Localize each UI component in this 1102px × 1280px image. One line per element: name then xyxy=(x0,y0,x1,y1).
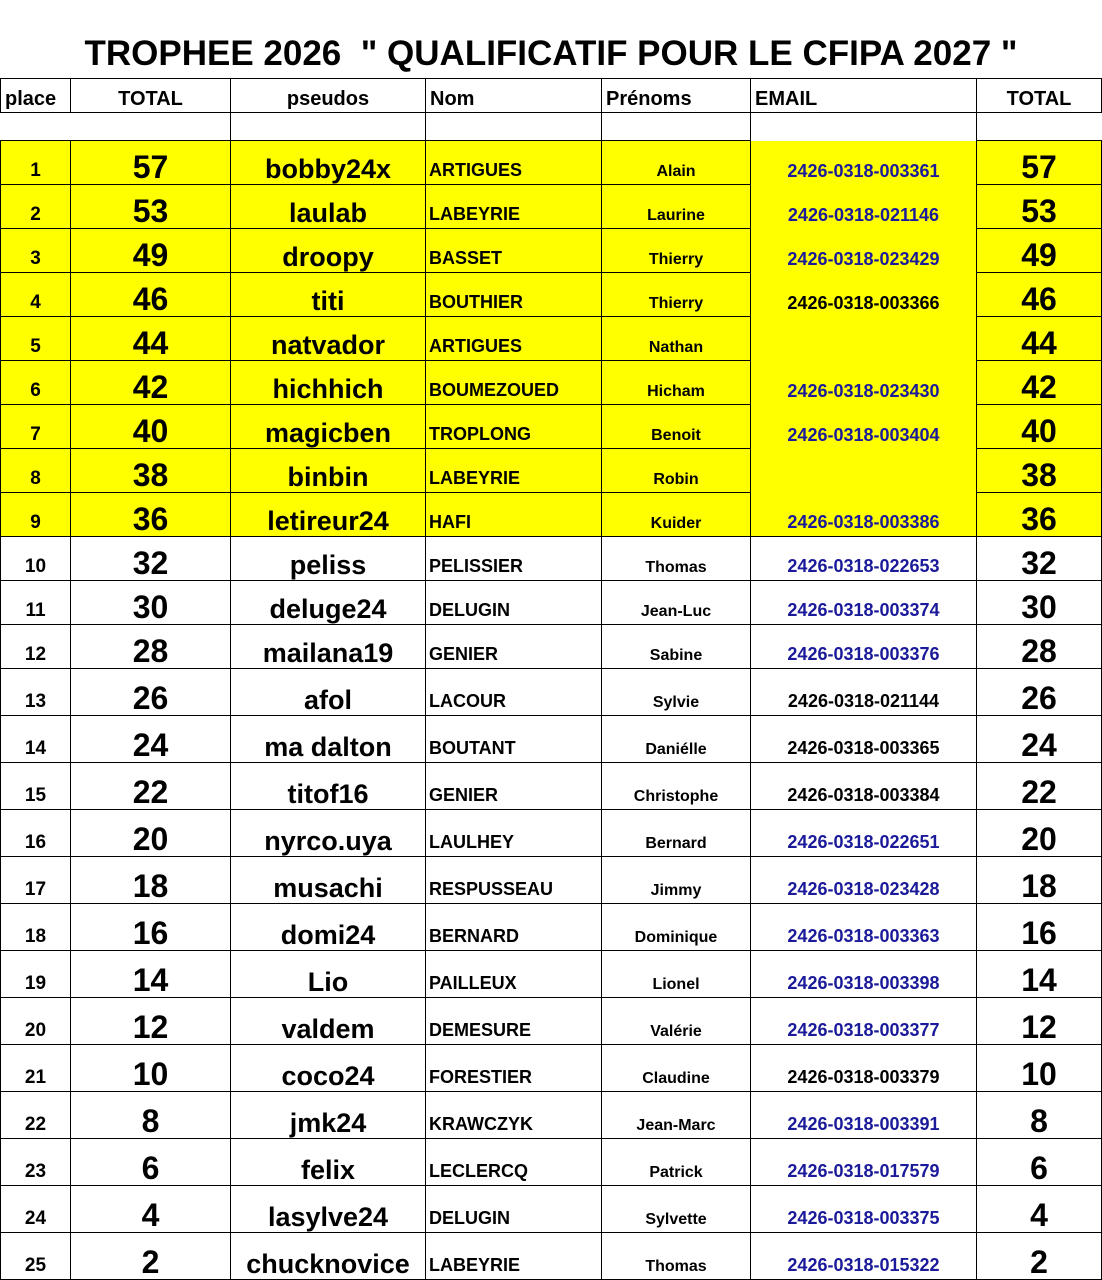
nom-cell[interactable]: KRAWCZYK xyxy=(426,1092,602,1139)
nom-cell[interactable]: LABEYRIE xyxy=(426,449,602,493)
nom-cell[interactable]: LAULHEY xyxy=(426,810,602,857)
total-2-cell[interactable]: 14 xyxy=(977,951,1102,998)
prenom-cell[interactable]: Jimmy xyxy=(602,857,751,904)
total-cell[interactable]: 49 xyxy=(71,229,231,273)
prenom-cell[interactable]: Jean-Marc xyxy=(602,1092,751,1139)
total-cell[interactable]: 40 xyxy=(71,405,231,449)
table-row xyxy=(1,669,1102,716)
prenom-cell[interactable]: Thierry xyxy=(602,229,751,273)
pseudo-cell[interactable]: valdem xyxy=(231,998,426,1045)
header-total[interactable]: TOTAL xyxy=(71,79,231,113)
table-row xyxy=(1,998,1102,1045)
nom-cell[interactable]: LABEYRIE xyxy=(426,185,602,229)
prenom-cell[interactable]: Hicham xyxy=(602,361,751,405)
total-cell[interactable]: 38 xyxy=(71,449,231,493)
spacer-cell[interactable] xyxy=(426,113,602,141)
table-row xyxy=(1,229,1102,273)
total-cell[interactable]: 8 xyxy=(71,1092,231,1139)
nom-cell[interactable]: GENIER xyxy=(426,763,602,810)
place-cell[interactable]: 7 xyxy=(1,405,71,449)
total-cell[interactable]: 46 xyxy=(71,273,231,317)
place-cell[interactable]: 8 xyxy=(1,449,71,493)
prenom-cell[interactable]: Sylvie xyxy=(602,669,751,716)
email-cell[interactable]: 2426-0318-003376 xyxy=(751,625,977,669)
pseudo-cell[interactable]: magicben xyxy=(231,405,426,449)
pseudo-cell[interactable]: titi xyxy=(231,273,426,317)
place-cell[interactable]: 9 xyxy=(1,493,71,537)
total-2-cell[interactable]: 53 xyxy=(977,185,1102,229)
table-row xyxy=(1,493,1102,537)
pseudo-cell[interactable]: coco24 xyxy=(231,1045,426,1092)
email-cell[interactable]: 2426-0318-003398 xyxy=(751,951,977,998)
spacer-row xyxy=(1,113,1102,141)
total-cell[interactable]: 57 xyxy=(71,141,231,185)
pseudo-cell[interactable]: letireur24 xyxy=(231,493,426,537)
place-cell[interactable]: 16 xyxy=(1,810,71,857)
place-cell[interactable]: 21 xyxy=(1,1045,71,1092)
total-2-cell[interactable]: 24 xyxy=(977,716,1102,763)
header-nom[interactable]: Nom xyxy=(426,79,602,113)
table-row xyxy=(1,1092,1102,1139)
place-cell[interactable]: 22 xyxy=(1,1092,71,1139)
email-cell[interactable] xyxy=(751,449,977,493)
total-cell[interactable]: 2 xyxy=(71,1233,231,1280)
prenom-cell[interactable]: Laurine xyxy=(602,185,751,229)
nom-cell[interactable]: BERNARD xyxy=(426,904,602,951)
pseudo-cell[interactable]: mailana19 xyxy=(231,625,426,669)
table-row xyxy=(1,361,1102,405)
header-prenoms[interactable]: Prénoms xyxy=(602,79,751,113)
email-cell[interactable]: 2426-0318-003384 xyxy=(751,763,977,810)
total-cell[interactable]: 32 xyxy=(71,537,231,581)
email-cell[interactable]: 2426-0318-023429 xyxy=(751,229,977,273)
pseudo-cell[interactable]: afol xyxy=(231,669,426,716)
prenom-cell[interactable]: Alain xyxy=(602,141,751,185)
email-cell[interactable]: 2426-0318-003363 xyxy=(751,904,977,951)
total-cell[interactable]: 44 xyxy=(71,317,231,361)
table-row xyxy=(1,1139,1102,1186)
total-2-cell[interactable]: 57 xyxy=(977,141,1102,185)
place-cell[interactable]: 14 xyxy=(1,716,71,763)
table-row xyxy=(1,810,1102,857)
table-row xyxy=(1,951,1102,998)
total-2-cell[interactable]: 42 xyxy=(977,361,1102,405)
total-2-cell[interactable]: 10 xyxy=(977,1045,1102,1092)
email-cell[interactable]: 2426-0318-003377 xyxy=(751,998,977,1045)
email-cell[interactable]: 2426-0318-003374 xyxy=(751,581,977,625)
prenom-cell[interactable]: Valérie xyxy=(602,998,751,1045)
total-2-cell[interactable]: 20 xyxy=(977,810,1102,857)
email-cell[interactable]: 2426-0318-022651 xyxy=(751,810,977,857)
nom-cell[interactable]: RESPUSSEAU xyxy=(426,857,602,904)
total-2-cell[interactable]: 30 xyxy=(977,581,1102,625)
place-cell[interactable]: 20 xyxy=(1,998,71,1045)
pseudo-cell[interactable]: chucknovice xyxy=(231,1233,426,1280)
prenom-cell[interactable]: Sylvette xyxy=(602,1186,751,1233)
nom-cell[interactable]: DELUGIN xyxy=(426,1186,602,1233)
pseudo-cell[interactable]: binbin xyxy=(231,449,426,493)
pseudo-cell[interactable]: peliss xyxy=(231,537,426,581)
table-row xyxy=(1,273,1102,317)
place-cell[interactable]: 6 xyxy=(1,361,71,405)
prenom-cell[interactable]: Claudine xyxy=(602,1045,751,1092)
place-cell[interactable]: 11 xyxy=(1,581,71,625)
table-row xyxy=(1,185,1102,229)
spacer-cell[interactable] xyxy=(231,113,426,141)
spacer-cell[interactable] xyxy=(1,113,71,141)
pseudo-cell[interactable]: hichhich xyxy=(231,361,426,405)
total-2-cell[interactable]: 32 xyxy=(977,537,1102,581)
email-cell[interactable]: 2426-0318-021146 xyxy=(751,185,977,229)
total-2-cell[interactable]: 2 xyxy=(977,1233,1102,1280)
total-cell[interactable]: 20 xyxy=(71,810,231,857)
email-cell[interactable]: 2426-0318-022653 xyxy=(751,537,977,581)
nom-cell[interactable]: ARTIGUES xyxy=(426,141,602,185)
nom-cell[interactable]: DEMESURE xyxy=(426,998,602,1045)
spacer-cell[interactable] xyxy=(751,113,977,141)
total-cell[interactable]: 16 xyxy=(71,904,231,951)
table-row xyxy=(1,1233,1102,1280)
nom-cell[interactable]: BOUTANT xyxy=(426,716,602,763)
email-cell[interactable]: 2426-0318-017579 xyxy=(751,1139,977,1186)
place-cell[interactable]: 10 xyxy=(1,537,71,581)
total-2-cell[interactable]: 16 xyxy=(977,904,1102,951)
nom-cell[interactable]: TROPLONG xyxy=(426,405,602,449)
sheet-title: TROPHEE 2026 " QUALIFICATIF POUR LE CFIPA 2027 " xyxy=(84,34,1018,73)
nom-cell[interactable]: LABEYRIE xyxy=(426,1233,602,1280)
prenom-cell[interactable]: Nathan xyxy=(602,317,751,361)
total-2-cell[interactable]: 44 xyxy=(977,317,1102,361)
nom-cell[interactable]: LACOUR xyxy=(426,669,602,716)
total-cell[interactable]: 53 xyxy=(71,185,231,229)
table-row xyxy=(1,405,1102,449)
total-2-cell[interactable]: 28 xyxy=(977,625,1102,669)
prenom-cell[interactable]: Thomas xyxy=(602,1233,751,1280)
total-2-cell[interactable]: 36 xyxy=(977,493,1102,537)
prenom-cell[interactable]: Dominique xyxy=(602,904,751,951)
total-cell[interactable]: 30 xyxy=(71,581,231,625)
place-cell[interactable]: 5 xyxy=(1,317,71,361)
spacer-cell[interactable] xyxy=(602,113,751,141)
table-row xyxy=(1,625,1102,669)
prenom-cell[interactable]: Benoit xyxy=(602,405,751,449)
place-cell[interactable]: 3 xyxy=(1,229,71,273)
pseudo-cell[interactable]: laulab xyxy=(231,185,426,229)
header-place[interactable]: place xyxy=(1,79,71,113)
place-cell[interactable]: 13 xyxy=(1,669,71,716)
table-row xyxy=(1,449,1102,493)
total-cell[interactable]: 36 xyxy=(71,493,231,537)
nom-cell[interactable]: DELUGIN xyxy=(426,581,602,625)
nom-cell[interactable]: GENIER xyxy=(426,625,602,669)
table-row xyxy=(1,1186,1102,1233)
total-cell[interactable]: 22 xyxy=(71,763,231,810)
email-cell[interactable] xyxy=(751,317,977,361)
pseudo-cell[interactable]: droopy xyxy=(231,229,426,273)
header-total-2[interactable]: TOTAL xyxy=(977,79,1102,113)
total-2-cell[interactable]: 46 xyxy=(977,273,1102,317)
prenom-cell[interactable]: Lionel xyxy=(602,951,751,998)
place-cell[interactable]: 17 xyxy=(1,857,71,904)
nom-cell[interactable]: HAFI xyxy=(426,493,602,537)
table-row xyxy=(1,763,1102,810)
nom-cell[interactable]: PAILLEUX xyxy=(426,951,602,998)
nom-cell[interactable]: BOUTHIER xyxy=(426,273,602,317)
total-cell[interactable]: 12 xyxy=(71,998,231,1045)
total-2-cell[interactable]: 18 xyxy=(977,857,1102,904)
prenom-cell[interactable]: Kuider xyxy=(602,493,751,537)
place-cell[interactable]: 4 xyxy=(1,273,71,317)
ranking-table xyxy=(0,78,1102,1280)
table-row xyxy=(1,537,1102,581)
spacer-cell[interactable] xyxy=(71,113,231,141)
prenom-cell[interactable]: Thomas xyxy=(602,537,751,581)
email-cell[interactable]: 2426-0318-023430 xyxy=(751,361,977,405)
prenom-cell[interactable]: Jean-Luc xyxy=(602,581,751,625)
prenom-cell[interactable]: Patrick xyxy=(602,1139,751,1186)
prenom-cell[interactable]: Christophe xyxy=(602,763,751,810)
email-cell[interactable]: 2426-0318-003366 xyxy=(751,273,977,317)
ranking-rows xyxy=(1,141,1102,1280)
nom-cell[interactable]: PELISSIER xyxy=(426,537,602,581)
pseudo-cell[interactable]: bobby24x xyxy=(231,141,426,185)
email-cell[interactable]: 2426-0318-021144 xyxy=(751,669,977,716)
place-cell[interactable]: 25 xyxy=(1,1233,71,1280)
total-cell[interactable]: 26 xyxy=(71,669,231,716)
pseudo-cell[interactable]: felix xyxy=(231,1139,426,1186)
place-cell[interactable]: 24 xyxy=(1,1186,71,1233)
email-cell[interactable]: 2426-0318-003361 xyxy=(751,141,977,185)
table-row xyxy=(1,904,1102,951)
pseudo-cell[interactable]: nyrco.uya xyxy=(231,810,426,857)
total-2-cell[interactable]: 4 xyxy=(977,1186,1102,1233)
place-cell[interactable]: 2 xyxy=(1,185,71,229)
email-cell[interactable]: 2426-0318-003379 xyxy=(751,1045,977,1092)
nom-cell[interactable]: ARTIGUES xyxy=(426,317,602,361)
pseudo-cell[interactable]: ma dalton xyxy=(231,716,426,763)
pseudo-cell[interactable]: titof16 xyxy=(231,763,426,810)
total-cell[interactable]: 18 xyxy=(71,857,231,904)
total-2-cell[interactable]: 6 xyxy=(977,1139,1102,1186)
total-2-cell[interactable]: 8 xyxy=(977,1092,1102,1139)
email-cell[interactable]: 2426-0318-023428 xyxy=(751,857,977,904)
total-2-cell[interactable]: 26 xyxy=(977,669,1102,716)
table-row xyxy=(1,317,1102,361)
pseudo-cell[interactable]: domi24 xyxy=(231,904,426,951)
place-cell[interactable]: 1 xyxy=(1,141,71,185)
table-row xyxy=(1,857,1102,904)
pseudo-cell[interactable]: deluge24 xyxy=(231,581,426,625)
pseudo-cell[interactable]: natvador xyxy=(231,317,426,361)
place-cell[interactable]: 15 xyxy=(1,763,71,810)
header-pseudos[interactable]: pseudos xyxy=(231,79,426,113)
spacer-cell[interactable] xyxy=(977,113,1102,141)
place-cell[interactable]: 23 xyxy=(1,1139,71,1186)
place-cell[interactable]: 18 xyxy=(1,904,71,951)
total-2-cell[interactable]: 49 xyxy=(977,229,1102,273)
email-cell[interactable]: 2426-0318-015322 xyxy=(751,1233,977,1280)
total-2-cell[interactable]: 40 xyxy=(977,405,1102,449)
nom-cell[interactable]: FORESTIER xyxy=(426,1045,602,1092)
place-cell[interactable]: 12 xyxy=(1,625,71,669)
prenom-cell[interactable]: Bernard xyxy=(602,810,751,857)
total-cell[interactable]: 42 xyxy=(71,361,231,405)
table-row xyxy=(1,1045,1102,1092)
total-2-cell[interactable]: 12 xyxy=(977,998,1102,1045)
prenom-cell[interactable]: Robin xyxy=(602,449,751,493)
total-cell[interactable]: 14 xyxy=(71,951,231,998)
email-cell[interactable]: 2426-0318-003375 xyxy=(751,1186,977,1233)
header-email[interactable]: EMAIL xyxy=(751,79,977,113)
total-cell[interactable]: 28 xyxy=(71,625,231,669)
email-cell[interactable]: 2426-0318-003365 xyxy=(751,716,977,763)
total-2-cell[interactable]: 38 xyxy=(977,449,1102,493)
email-cell[interactable]: 2426-0318-003404 xyxy=(751,405,977,449)
nom-cell[interactable]: BOUMEZOUED xyxy=(426,361,602,405)
place-cell[interactable]: 19 xyxy=(1,951,71,998)
email-cell[interactable]: 2426-0318-003386 xyxy=(751,493,977,537)
total-cell[interactable]: 4 xyxy=(71,1186,231,1233)
total-2-cell[interactable]: 22 xyxy=(977,763,1102,810)
pseudo-cell[interactable]: jmk24 xyxy=(231,1092,426,1139)
pseudo-cell[interactable]: musachi xyxy=(231,857,426,904)
pseudo-cell[interactable]: Lio xyxy=(231,951,426,998)
nom-cell[interactable]: LECLERCQ xyxy=(426,1139,602,1186)
total-cell[interactable]: 24 xyxy=(71,716,231,763)
total-cell[interactable]: 10 xyxy=(71,1045,231,1092)
pseudo-cell[interactable]: lasylve24 xyxy=(231,1186,426,1233)
prenom-cell[interactable]: Daniélle xyxy=(602,716,751,763)
header-row xyxy=(1,79,1102,113)
total-cell[interactable]: 6 xyxy=(71,1139,231,1186)
table-row xyxy=(1,141,1102,185)
table-row xyxy=(1,716,1102,763)
prenom-cell[interactable]: Thierry xyxy=(602,273,751,317)
email-cell[interactable]: 2426-0318-003391 xyxy=(751,1092,977,1139)
table-row xyxy=(1,581,1102,625)
prenom-cell[interactable]: Sabine xyxy=(602,625,751,669)
nom-cell[interactable]: BASSET xyxy=(426,229,602,273)
